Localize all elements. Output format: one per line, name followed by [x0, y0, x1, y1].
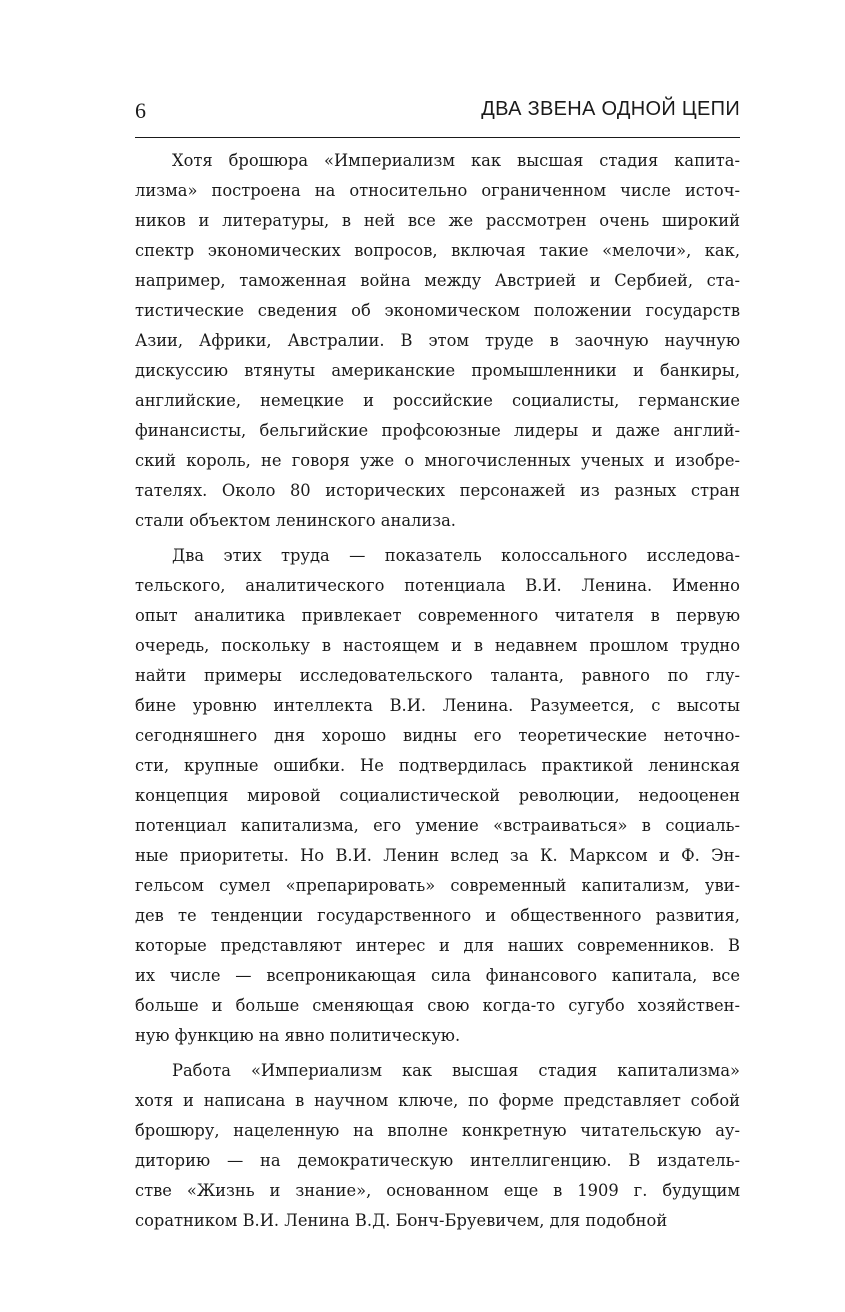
text-line: бине уровню интеллекта В.И. Ленина. Разумеется, с высоты: [135, 696, 740, 715]
text-line: потенциал капитализма, его умение «встраиваться» в социаль-: [135, 816, 740, 835]
text-line: сти, крупные ошибки. Не подтвердилась практикой ленинская: [135, 756, 740, 775]
text-line: Азии, Африки, Австралии. В этом труде в заочную научную: [135, 331, 740, 350]
text-line: дискуссию втянуты американские промышленники и банкиры,: [135, 361, 740, 380]
header-rule: [135, 137, 740, 138]
text-line: ников и литературы, в ней все же рассмотрен очень широкий: [135, 211, 740, 230]
text-line: например, таможенная война между Австрией и Сербией, ста-: [135, 271, 740, 290]
text-line: стали объектом ленинского анализа.: [135, 511, 456, 530]
running-head: [135, 98, 740, 128]
text-line: диторию — на демократическую интеллигенцию. В издатель-: [135, 1151, 740, 1170]
paragraph: [135, 1056, 740, 1236]
running-title: ДВА ЗВЕНА ОДНОЙ ЦЕПИ: [481, 98, 740, 120]
text-line: больше и больше сменяющая свою когда-то сугубо хозяйствен-: [135, 996, 740, 1015]
page-number: 6: [135, 98, 146, 123]
body-text: [135, 146, 740, 1236]
text-line: лизма» построена на относительно ограниченном числе источ-: [135, 181, 740, 200]
paragraph: [135, 541, 740, 1051]
text-line: их числе — всепроникающая сила финансового капитала, все: [135, 966, 740, 985]
text-line: сегодняшнего дня хорошо видны его теоретические неточно-: [135, 726, 740, 745]
text-line: стве «Жизнь и знание», основанном еще в 1909 г. будущим: [135, 1181, 740, 1200]
text-line: ский король, не говоря уже о многочисленных ученых и изобре-: [135, 451, 740, 470]
text-line: английские, немецкие и российские социалисты, германские: [135, 391, 740, 410]
text-line: очередь, поскольку в настоящем и в недавнем прошлом трудно: [135, 636, 740, 655]
text-line: хотя и написана в научном ключе, по форме представляет собой: [135, 1091, 740, 1110]
text-line: ную функцию на явно политическую.: [135, 1026, 461, 1045]
text-line: найти примеры исследовательского таланта, равного по глу-: [135, 666, 740, 685]
text-line: дев те тенденции государственного и общественного развития,: [135, 906, 740, 925]
text-line: Хотя брошюра «Империализм как высшая стадия капита-: [172, 151, 740, 170]
text-line: Работа «Империализм как высшая стадия капитализма»: [172, 1061, 740, 1080]
paragraph: [135, 146, 740, 536]
text-line: которые представляют интерес и для наших современников. В: [135, 936, 740, 955]
text-line: тистические сведения об экономическом положении государств: [135, 301, 740, 320]
text-line: Два этих труда — показатель колоссального исследова-: [172, 546, 740, 565]
text-line: ные приоритеты. Но В.И. Ленин вслед за К. Марксом и Ф. Эн-: [135, 846, 740, 865]
text-line: опыт аналитика привлекает современного читателя в первую: [135, 606, 740, 625]
text-line: финансисты, бельгийские профсоюзные лидеры и даже англий-: [135, 421, 740, 440]
text-line: концепция мировой социалистической революции, недооценен: [135, 786, 740, 805]
text-line: тельского, аналитического потенциала В.И. Ленина. Именно: [135, 576, 740, 595]
text-line: тателях. Около 80 исторических персонажей из разных стран: [135, 481, 740, 500]
text-line: спектр экономических вопросов, включая такие «мелочи», как,: [135, 241, 740, 260]
text-line: брошюру, нацеленную на вполне конкретную читательскую ау-: [135, 1121, 740, 1140]
text-line: соратником В.И. Ленина В.Д. Бонч-Бруевичем, для подобной: [135, 1211, 668, 1230]
text-line: гельсом сумел «препарировать» современный капитализм, уви-: [135, 876, 740, 895]
